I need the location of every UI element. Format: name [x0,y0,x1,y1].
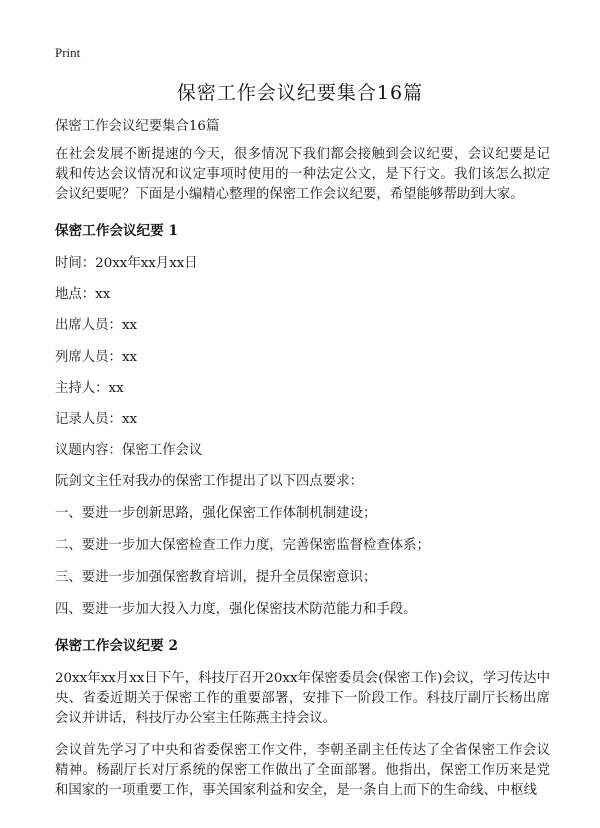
requirement-2: 二、要进一步加大保密检查工作力度，完善保密监督检查体系； [55,538,430,554]
document-subtitle: 保密工作会议纪要集合16篇 [55,119,220,134]
intro-paragraph: 在社会发展不断提速的今天，很多情况下我们都会接触到会议纪要，会议纪要是记载和传达会议情况和议定事项时使用的一种法定公文，是下行文。我们该怎么拟定会议纪要呢？下面是小编精心整理的保密工作会议纪要，希望能够帮助到大家。 [55,147,550,202]
print-link[interactable]: Print [55,45,81,60]
meeting-attendees: 出席人员：xx [55,318,138,334]
requirements-intro: 阮剑文主任对我办的保密工作提出了以下四点要求： [55,474,363,490]
requirement-1: 一、要进一步创新思路，强化保密工作体制机制建设； [55,506,377,522]
page-title: 保密工作会议纪要集合16篇 [176,82,424,104]
section-heading-2: 保密工作会议纪要 2 [55,638,178,655]
meeting-location: 地点：xx [55,287,111,303]
section-2-paragraph-2: 会议首先学习了中央和省委保密工作文件，李朝圣副主任传达了全省保密工作会议精神。杨副厅长对厅系统的保密工作做出了全面部署。他指出，保密工作历来是党和国家的一项重要工作，事关国家利益和安全，是一条自上而下的生命线、中枢线 [55,743,550,799]
meeting-topic: 议题内容：保密工作会议 [55,443,203,459]
requirement-4: 四、要进一步加大投入力度，强化保密技术防范能力和手段。 [55,602,417,618]
requirement-3: 三、要进一步加强保密教育培训，提升全员保密意识； [55,570,377,586]
document-body [55,117,550,813]
meeting-time: 时间：20xx年xx月xx日 [55,256,198,271]
meeting-observers: 列席人员：xx [55,349,138,365]
meeting-host: 主持人：xx [55,380,124,396]
section-2-paragraph-1: 20xx年xx月xx日下午，科技厅召开20xx年保密委员会(保密工作)会议，学习传达中央、省委近期关于保密工作的重要部署，安排下一阶段工作。科技厅副厅长杨出席会议并讲话，科技厅办公室主任陈燕主持会议。 [55,671,550,727]
meeting-recorder: 记录人员：xx [55,411,138,427]
section-heading-1: 保密工作会议纪要 1 [55,223,178,239]
